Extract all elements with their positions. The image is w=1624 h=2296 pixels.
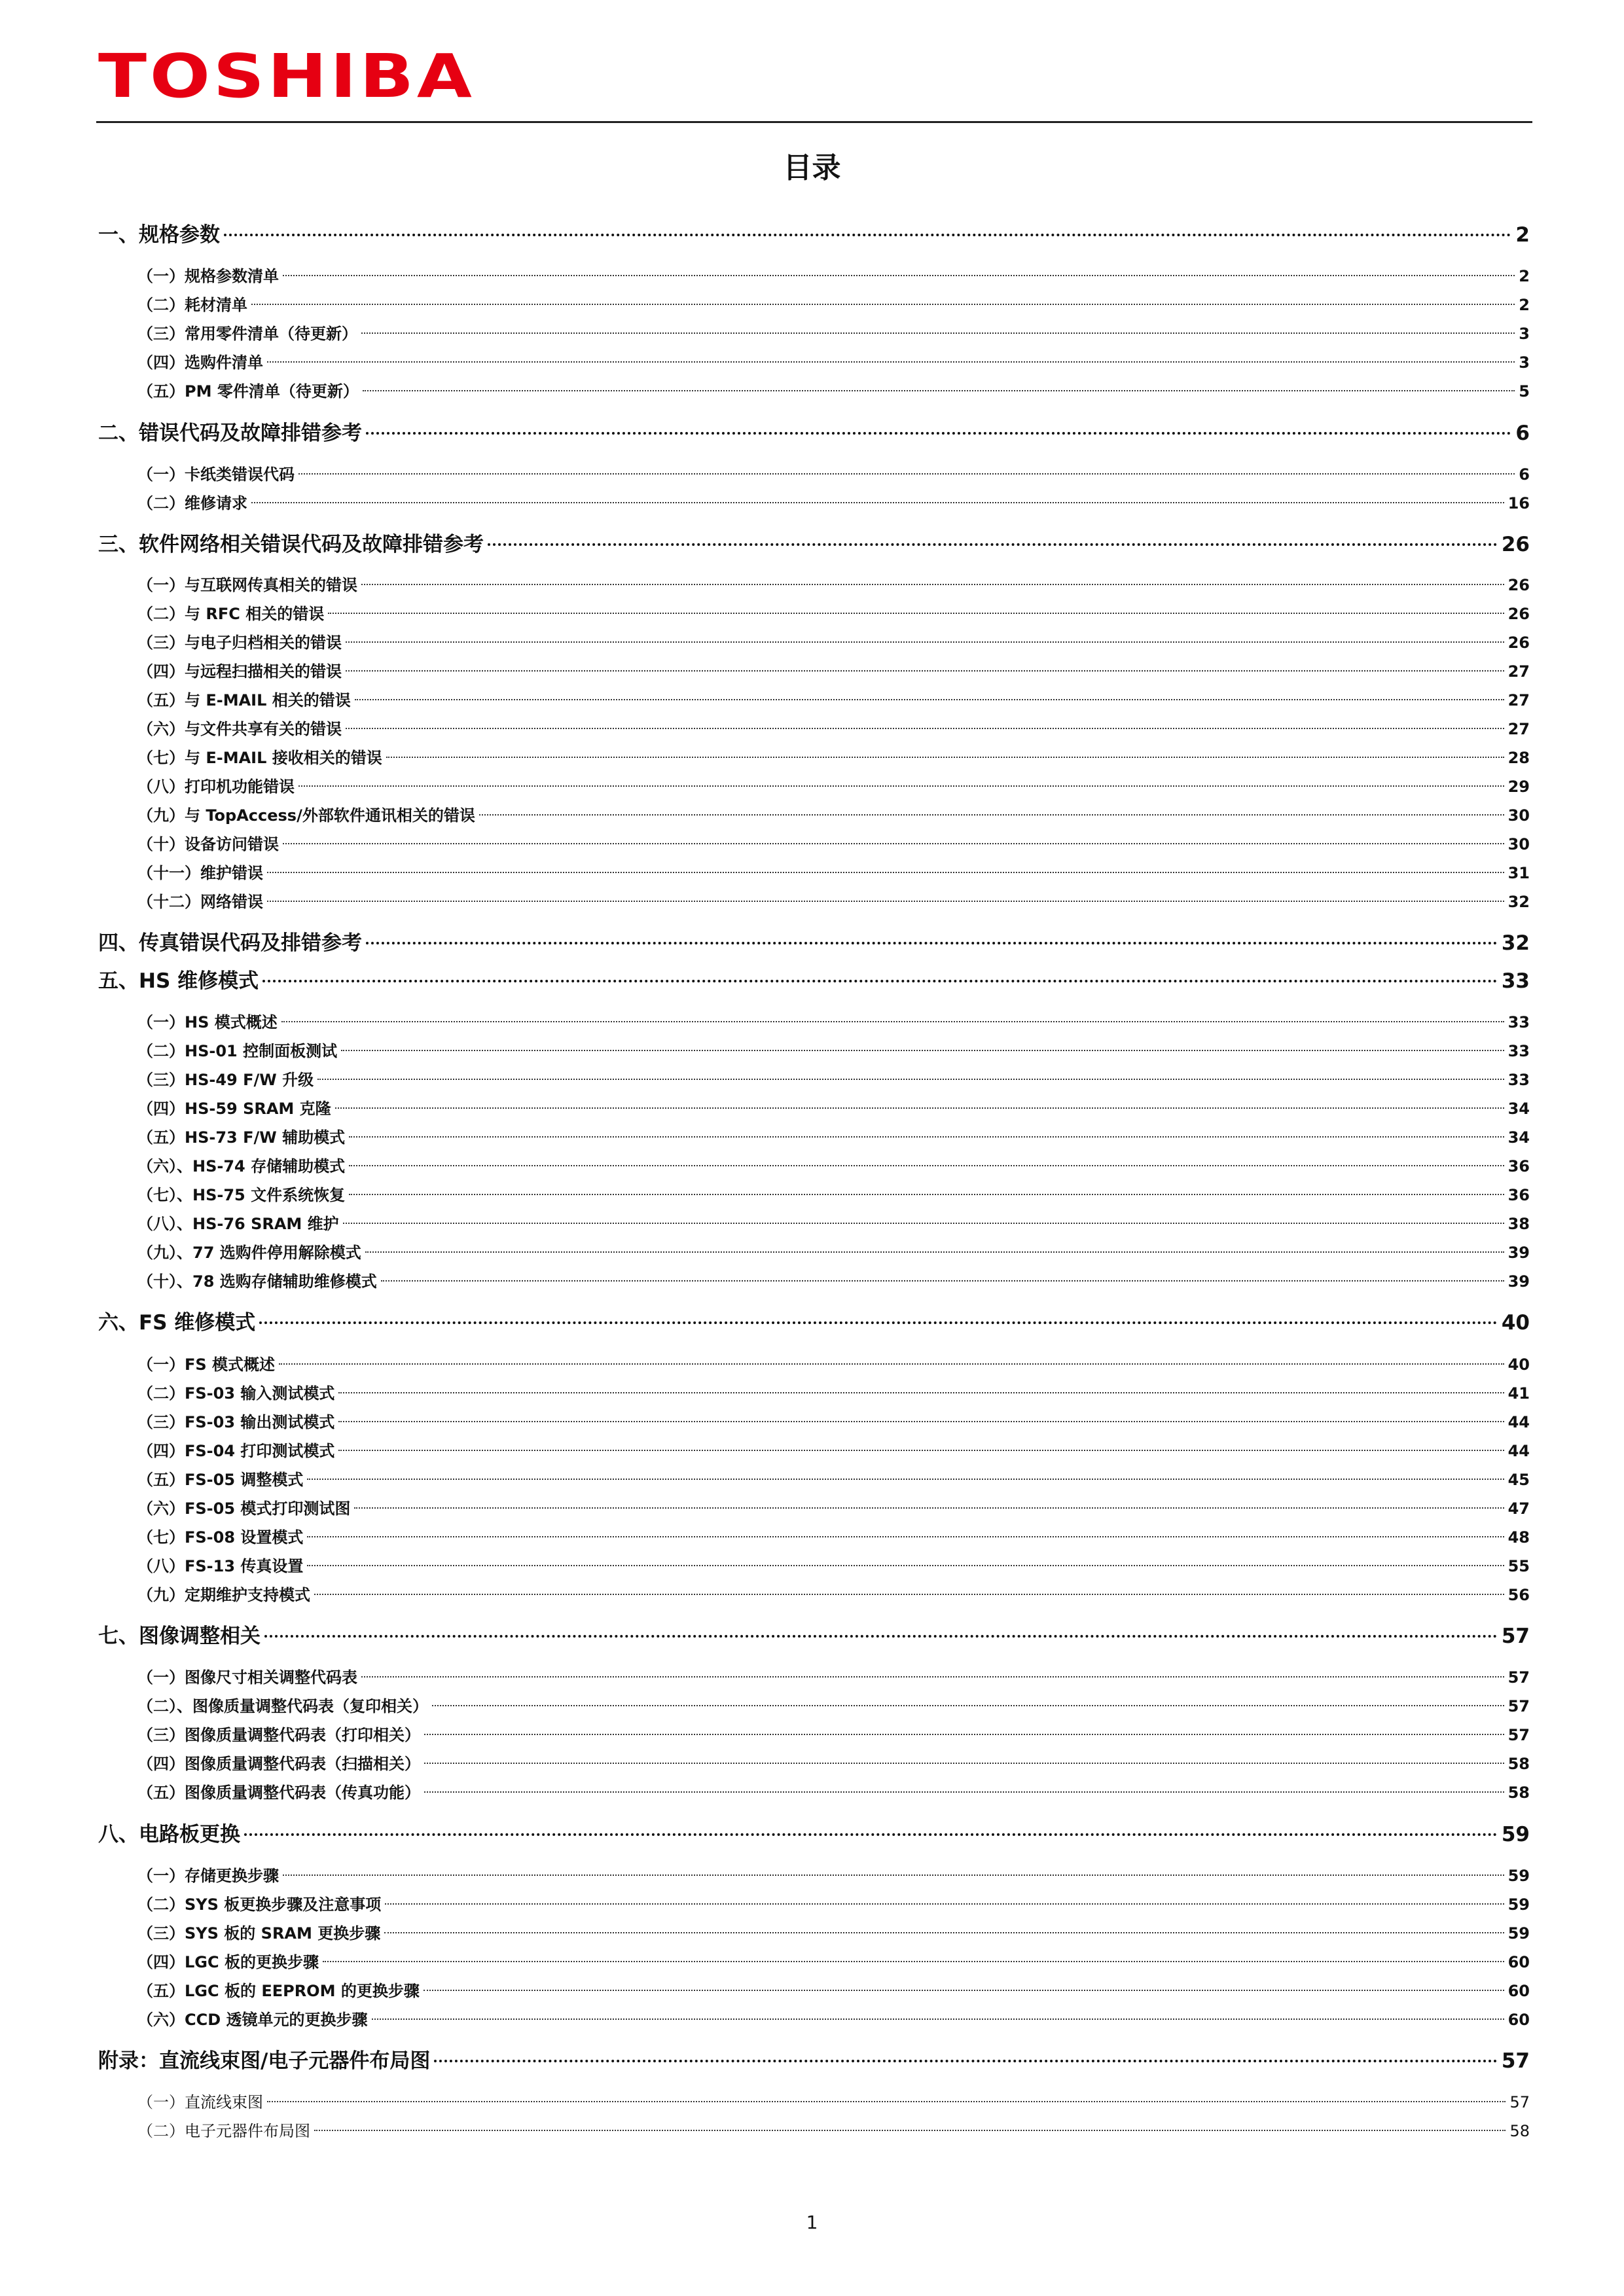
toc-entry-title: 一、规格参数 [98,223,220,247]
toc-entry-page-number: 32 [1507,893,1530,911]
toc-dot-leader [366,432,1511,435]
toc-entry-page-number: 2 [1515,223,1530,247]
toc-section-entry[interactable] [137,1493,1530,1524]
toc-entry-title: 四、传真错误代码及排错参考 [98,931,362,955]
toc-section-entry[interactable] [137,289,1530,321]
toc-dot-leader [346,728,1504,729]
toc-dot-leader [381,1280,1504,1282]
toc-dot-leader [267,361,1515,363]
toc-entry-page-number: 5 [1519,382,1530,401]
toc-chapter-entry[interactable] [98,2045,1530,2077]
toc-section-entry[interactable] [137,1860,1530,1892]
toc-entry-title: （十）、78 选购存储辅助维修模式 [137,1272,377,1291]
toc-section-entry[interactable] [137,1093,1530,1124]
toc-dot-leader [363,390,1515,391]
toc-chapter-entry[interactable] [98,1307,1530,1338]
toc-chapter-entry[interactable] [98,1819,1530,1850]
toc-dot-leader [424,1990,1504,1991]
toc-section-entry[interactable] [137,459,1530,490]
toc-dot-leader [424,1734,1504,1735]
toc-dot-leader [251,502,1504,503]
toc-entry-page-number: 60 [1507,2011,1530,2029]
toc-entry-title: （八）打印机功能错误 [137,778,295,796]
toc-entry-page-number: 33 [1507,1071,1530,1089]
toc-section-entry[interactable] [137,886,1530,918]
toc-dot-leader [384,1932,1504,1933]
toc-entry-page-number: 6 [1515,422,1530,445]
toc-dot-leader [283,275,1515,276]
toc-entry-title: （八）、HS-76 SRAM 维护 [137,1215,339,1233]
toc-entry-title: （四）与远程扫描相关的错误 [137,662,342,681]
toc-entry-page-number: 26 [1501,533,1530,556]
toc-entry-page-number: 58 [1509,2122,1530,2140]
toc-entry-title: （六）、HS-74 存储辅助模式 [137,1157,346,1175]
toshiba-logo: TOSHIBA [98,41,475,111]
toc-chapter-entry[interactable] [98,1621,1530,1652]
toc-entry-title: （三）HS-49 F/W 升级 [137,1071,314,1089]
toc-entry-page-number: 40 [1507,1355,1530,1374]
toc-dot-leader [267,2101,1506,2102]
toc-dot-leader [335,1107,1504,1109]
toc-section-entry[interactable] [137,2004,1530,2036]
toc-section-entry[interactable] [137,1662,1530,1693]
toc-entry-page-number: 32 [1501,931,1530,955]
toc-section-entry[interactable] [137,1918,1530,1949]
toc-section-entry[interactable] [137,1064,1530,1096]
toc-dot-leader [307,1479,1504,1480]
toc-section-entry[interactable] [137,260,1530,292]
toc-section-entry[interactable] [137,1266,1530,1297]
toc-dot-leader [224,234,1511,236]
toc-entry-title: （一）存储更换步骤 [137,1867,279,1885]
toc-dot-leader [355,699,1504,700]
toc-dot-leader [346,641,1504,643]
toc-entry-title: （九）、77 选购件停用解除模式 [137,1244,361,1262]
toc-section-entry[interactable] [137,1522,1530,1553]
toc-section-entry[interactable] [137,742,1530,774]
toc-section-entry[interactable] [137,713,1530,745]
toc-entry-page-number: 34 [1507,1100,1530,1118]
toc-chapter-entry[interactable] [98,418,1530,449]
toc-entry-title: （二）耗材清单 [137,296,247,314]
toc-dot-leader [298,785,1504,787]
toc-entry-page-number: 45 [1507,1471,1530,1489]
toc-section-entry[interactable] [137,1122,1530,1153]
toc-entry-page-number: 29 [1507,778,1530,796]
toc-entry-title: （七）与 E-MAIL 接收相关的错误 [137,749,382,767]
toc-dot-leader [244,1833,1498,1836]
toc-dot-leader [366,942,1498,944]
toc-entry-page-number: 38 [1507,1215,1530,1233]
toc-section-entry[interactable] [137,1748,1530,1780]
toc-dot-leader [251,304,1515,305]
toc-section-entry[interactable] [137,857,1530,889]
toc-section-entry[interactable] [137,627,1530,658]
toc-section-entry[interactable] [137,318,1530,350]
toc-entry-page-number: 48 [1507,1528,1530,1547]
toc-entry-page-number: 27 [1507,720,1530,738]
toc-entry-title: 七、图像调整相关 [98,1624,261,1648]
toc-entry-page-number: 3 [1519,325,1530,343]
toc-section-entry[interactable] [137,1579,1530,1611]
toc-dot-leader [267,901,1504,902]
toc-entry-title: （四）FS-04 打印测试模式 [137,1442,335,1460]
toc-entry-title: （一）直流线束图 [137,2093,263,2111]
toc-entry-title: （五）与 E-MAIL 相关的错误 [137,691,351,709]
toc-entry-page-number: 59 [1501,1823,1530,1846]
toc-entry-page-number: 59 [1507,1924,1530,1943]
toc-dot-leader [267,872,1504,873]
toc-section-entry[interactable] [137,598,1530,630]
toc-entry-title: 八、电路板更换 [98,1823,240,1846]
toc-entry-title: （二）与 RFC 相关的错误 [137,605,325,623]
page-title: 目录 [783,151,841,185]
toc-dot-leader [386,757,1504,758]
toc-entry-page-number: 39 [1507,1272,1530,1291]
toc-entry-title: （二）维修请求 [137,494,247,512]
toc-dot-leader [283,843,1504,844]
toc-entry-page-number: 56 [1507,1586,1530,1604]
toc-entry-title: （三）SYS 板的 SRAM 更换步骤 [137,1924,381,1943]
toc-entry-page-number: 39 [1507,1244,1530,1262]
toc-entry-page-number: 30 [1507,806,1530,825]
toc-dot-leader [323,1961,1504,1962]
toc-entry-title: （二）SYS 板更换步骤及注意事项 [137,1895,382,1914]
toc-dot-leader [314,1594,1504,1595]
toc-entry-page-number: 30 [1507,835,1530,853]
toc-entry-title: 二、错误代码及故障排错参考 [98,422,362,445]
toc-dot-leader [341,1050,1504,1051]
toc-entry-page-number: 44 [1507,1413,1530,1431]
toc-dot-leader [338,1450,1504,1451]
toc-section-entry[interactable] [137,376,1530,407]
toc-entry-page-number: 60 [1507,1953,1530,1971]
toc-entry-title: （一）卡纸类错误代码 [137,465,295,484]
toc-entry-title: （六）CCD 透镜单元的更换步骤 [137,2011,368,2029]
toc-entry-page-number: 26 [1507,605,1530,623]
toc-dot-leader [365,1251,1504,1253]
toc-entry-page-number: 26 [1507,576,1530,594]
toc-section-entry[interactable] [137,2115,1530,2147]
toc-entry-title: （二）、图像质量调整代码表（复印相关） [137,1697,428,1715]
toc-section-entry[interactable] [137,800,1530,831]
toc-entry-page-number: 58 [1507,1784,1530,1802]
toc-entry-title: （七）FS-08 设置模式 [137,1528,304,1547]
toc-entry-title: （二）电子元器件布局图 [137,2122,310,2140]
toc-entry-title: （三）FS-03 输出测试模式 [137,1413,335,1431]
toc-entry-title: （一）图像尺寸相关调整代码表 [137,1668,357,1687]
toc-entry-page-number: 3 [1519,353,1530,372]
toc-dot-leader [479,814,1504,816]
toc-entry-page-number: 33 [1501,969,1530,993]
toc-entry-title: （四）LGC 板的更换步骤 [137,1953,319,1971]
toc-section-entry[interactable] [137,2087,1530,2118]
toc-entry-title: 三、软件网络相关错误代码及故障排错参考 [98,533,484,556]
toc-entry-title: （四）图像质量调整代码表（扫描相关） [137,1755,420,1773]
toc-entry-title: （五）HS-73 F/W 辅助模式 [137,1128,346,1147]
toc-dot-leader [346,670,1504,672]
toc-dot-leader [349,1165,1504,1166]
toc-entry-page-number: 47 [1507,1499,1530,1518]
toc-dot-leader [279,1363,1504,1365]
toc-entry-page-number: 26 [1507,634,1530,652]
toc-section-entry[interactable] [137,569,1530,601]
toc-entry-title: （九）定期维护支持模式 [137,1586,310,1604]
toc-section-entry[interactable] [137,829,1530,860]
toc-entry-title: （七）、HS-75 文件系统恢复 [137,1186,346,1204]
toc-entry-page-number: 27 [1507,662,1530,681]
toc-section-entry[interactable] [137,488,1530,519]
toc-entry-title: （十）设备访问错误 [137,835,279,853]
toc-dot-leader [343,1223,1504,1224]
toc-dot-leader [424,1791,1504,1793]
toc-entry-page-number: 58 [1507,1755,1530,1773]
toc-entry-title: （十一）维护错误 [137,864,263,882]
toc-dot-leader [424,1763,1504,1764]
toc-entry-title: （五）FS-05 调整模式 [137,1471,304,1489]
toc-entry-page-number: 2 [1519,296,1530,314]
toc-entry-title: （三）常用零件清单（待更新） [137,325,357,343]
toc-entry-title: （四）HS-59 SRAM 克隆 [137,1100,331,1118]
toc-entry-title: （四）选购件清单 [137,353,263,372]
toc-entry-page-number: 59 [1507,1895,1530,1914]
toc-section-entry[interactable] [137,1691,1530,1722]
toc-dot-leader [281,1021,1504,1022]
toc-entry-title: （五）图像质量调整代码表（传真功能） [137,1784,420,1802]
toc-entry-page-number: 57 [1509,2093,1530,2111]
toc-entry-page-number: 28 [1507,749,1530,767]
toc-section-entry[interactable] [137,1889,1530,1920]
toc-entry-page-number: 57 [1507,1726,1530,1744]
toc-dot-leader [385,1903,1504,1905]
toc-entry-page-number: 59 [1507,1867,1530,1885]
toc-dot-leader [262,980,1498,982]
toc-section-entry[interactable] [137,1719,1530,1751]
toc-dot-leader [361,1676,1504,1677]
toc-section-entry[interactable] [137,1551,1530,1582]
toc-entry-page-number: 57 [1501,1624,1530,1648]
toc-dot-leader [361,332,1515,334]
toc-entry-page-number: 44 [1507,1442,1530,1460]
toc-entry-title: （一）FS 模式概述 [137,1355,276,1374]
toc-dot-leader [307,1565,1504,1566]
toc-entry-page-number: 27 [1507,691,1530,709]
toc-entry-title: （三）与电子归档相关的错误 [137,634,342,652]
toc-section-entry[interactable] [137,1179,1530,1211]
toc-section-entry[interactable] [137,656,1530,687]
toc-entry-page-number: 57 [1507,1697,1530,1715]
toc-entry-page-number: 6 [1519,465,1530,484]
toc-entry-title: （一）HS 模式概述 [137,1013,278,1031]
toc-section-entry[interactable] [137,1407,1530,1438]
toc-entry-title: （一）与互联网传真相关的错误 [137,576,357,594]
toc-chapter-entry[interactable] [98,529,1530,560]
toc-entry-page-number: 41 [1507,1384,1530,1403]
toc-entry-title: 附录：直流线束图/电子元器件布局图 [98,2049,431,2073]
toc-dot-leader [264,1635,1498,1638]
toc-section-entry[interactable] [137,1349,1530,1380]
toc-entry-title: （六）与文件共享有关的错误 [137,720,342,738]
toc-section-entry[interactable] [137,347,1530,378]
toc-dot-leader [338,1392,1504,1393]
toc-dot-leader [298,473,1515,475]
toc-entry-title: 六、FS 维修模式 [98,1311,256,1335]
toc-dot-leader [338,1421,1504,1422]
toc-dot-leader [317,1079,1504,1080]
toc-section-entry[interactable] [137,685,1530,716]
toc-entry-page-number: 57 [1501,2049,1530,2073]
toc-dot-leader [354,1507,1504,1509]
toc-section-entry[interactable] [137,1007,1530,1038]
toc-entry-page-number: 34 [1507,1128,1530,1147]
toc-entry-title: （八）FS-13 传真设置 [137,1557,304,1575]
toc-entry-title: （六）FS-05 模式打印测试图 [137,1499,351,1518]
toc-entry-page-number: 60 [1507,1982,1530,2000]
toc-entry-title: （二）FS-03 输入测试模式 [137,1384,335,1403]
toc-entry-page-number: 36 [1507,1186,1530,1204]
toc-entry-title: （十二）网络错误 [137,893,263,911]
toc-dot-leader [349,1136,1504,1138]
toc-dot-leader [328,613,1504,614]
toc-entry-page-number: 36 [1507,1157,1530,1175]
toc-dot-leader [314,2130,1506,2131]
toc-section-entry[interactable] [137,1035,1530,1067]
toc-entry-title: 五、HS 维修模式 [98,969,259,993]
toc-entry-title: （五）PM 零件清单（待更新） [137,382,359,401]
toc-dot-leader [432,1705,1504,1706]
toc-entry-page-number: 2 [1519,267,1530,285]
toc-section-entry[interactable] [137,1208,1530,1240]
toc-section-entry[interactable] [137,1946,1530,1978]
toc-entry-title: （五）LGC 板的 EEPROM 的更换步骤 [137,1982,420,2000]
toc-section-entry[interactable] [137,1777,1530,1808]
toc-dot-leader [283,1874,1504,1876]
toc-dot-leader [372,2018,1504,2020]
toc-dot-leader [488,543,1498,546]
toc-entry-title: （九）与 TopAccess/外部软件通讯相关的错误 [137,806,475,825]
toc-section-entry[interactable] [137,771,1530,802]
toc-dot-leader [307,1536,1504,1537]
toc-entry-page-number: 16 [1507,494,1530,512]
toc-dot-leader [259,1321,1498,1324]
toc-section-entry[interactable] [137,1464,1530,1496]
page-number: 1 [806,2212,818,2233]
toc-entry-page-number: 33 [1507,1013,1530,1031]
toc-entry-title: （三）图像质量调整代码表（打印相关） [137,1726,420,1744]
toc-dot-leader [361,584,1504,585]
toc-chapter-entry[interactable] [98,219,1530,251]
toc-section-entry[interactable] [137,1435,1530,1467]
toc-chapter-entry[interactable] [98,927,1530,959]
toc-dot-leader [349,1194,1504,1195]
toc-entry-page-number: 40 [1501,1311,1530,1335]
toc-section-entry[interactable] [137,1151,1530,1182]
toc-section-entry[interactable] [137,1975,1530,2007]
toc-entry-title: （一）规格参数清单 [137,267,279,285]
toc-entry-page-number: 57 [1507,1668,1530,1687]
toc-section-entry[interactable] [137,1237,1530,1268]
toc-chapter-entry[interactable] [98,965,1530,997]
toc-entry-page-number: 33 [1507,1042,1530,1060]
toc-entry-page-number: 55 [1507,1557,1530,1575]
toc-dot-leader [434,2060,1498,2062]
toc-entry-page-number: 31 [1507,864,1530,882]
toc-section-entry[interactable] [137,1378,1530,1409]
toc-entry-title: （二）HS-01 控制面板测试 [137,1042,338,1060]
